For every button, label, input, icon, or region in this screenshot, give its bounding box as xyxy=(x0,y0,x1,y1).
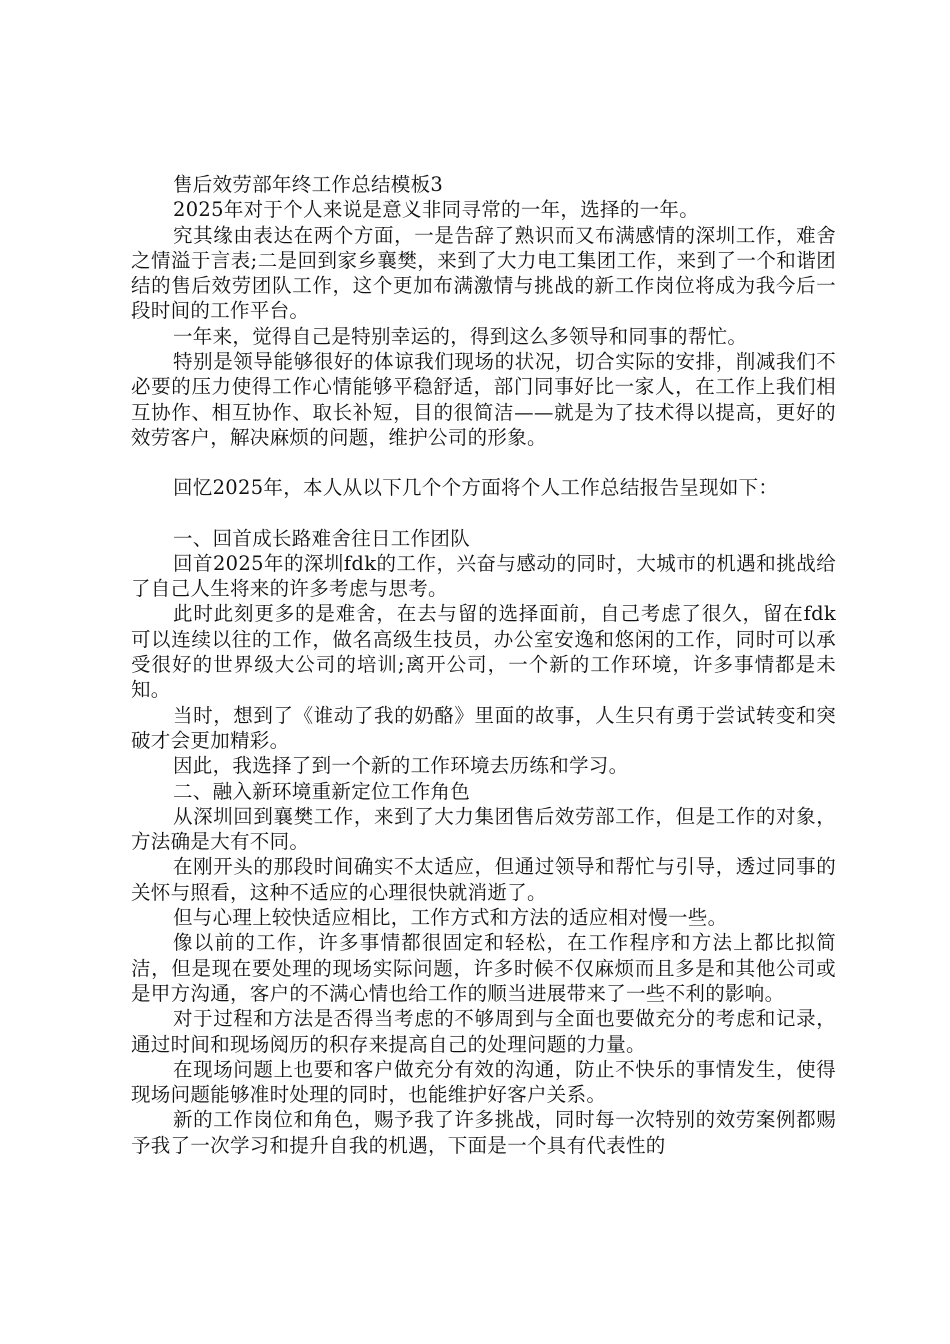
section-heading: 一、回首成长路难舍往日工作团队 xyxy=(173,526,471,550)
paragraph: 特别是领导能够很好的体谅我们现场的状况，切合实际的安排，削减我们不必要的压力使得工作心情能够平稳舒适，部门同事好比一家人，在工作上我们相互协作、相互协作、取长补短，目的很简洁——就是为了技术得以提高，更好的效劳客户，解决麻烦的问题，维护公司的形象。 xyxy=(131,350,836,449)
paragraph: 一年来，觉得自己是特别幸运的，得到这么多领导和同事的帮忙。 xyxy=(173,324,748,348)
paragraph: 但与心理上较快适应相比，工作方式和方法的适应相对慢一些。 xyxy=(173,906,728,930)
section-heading: 二、融入新环境重新定位工作角色 xyxy=(173,779,471,803)
paragraph: 因此，我选择了到一个新的工作环境去历练和学习。 xyxy=(173,754,629,778)
paragraph: 从深圳回到襄樊工作，来到了大力集团售后效劳部工作，但是工作的对象，方法确是大有不同。 xyxy=(131,804,836,854)
paragraph: 新的工作岗位和角色，赐予我了许多挑战，同时每一次特别的效劳案例都赐予我了一次学习和提升自我的机遇，下面是一个具有代表性的 xyxy=(131,1108,836,1157)
paragraph: 当时，想到了《谁动了我的奶酪》里面的故事，人生只有勇于尝试转变和突破才会更加精彩。 xyxy=(131,703,836,752)
paragraph: 在现场问题上也要和客户做充分有效的沟通，防止不快乐的事情发生，使得现场问题能够准时处理的同时，也能维护好客户关系。 xyxy=(131,1057,836,1107)
paragraph: 究其缘由表达在两个方面，一是告辞了熟识而又布满感情的深圳工作，难舍之情溢于言表;二是回到家乡襄樊，来到了大力电工集团工作，来到了一个和谐团结的售后效劳团队工作，这个更加布满激情与挑战的新工作岗位将成为我今后一段时间的工作平台。 xyxy=(131,223,836,323)
paragraph: 此时此刻更多的是难舍，在去与留的选择面前，自己考虑了很久，留在fdk可以连续以往的工作，做名高级生技员，办公室安逸和悠闲的工作，同时可以承受很好的世界级大公司的培训;离开公司，一个新的工作环境，许多事情都是未知。 xyxy=(131,602,836,702)
paragraph: 回首2025年的深圳fdk的工作，兴奋与感动的同时，大城市的机遇和挑战给了自己人生将来的许多考虑与思考。 xyxy=(131,551,836,601)
paragraph: 回忆2025年，本人从以下几个个方面将个人工作总结报告呈现如下： xyxy=(173,476,779,500)
paragraph: 在刚开头的那段时间确实不太适应，但通过领导和帮忙与引导，透过同事的关怀与照看，这种不适应的心理很快就消逝了。 xyxy=(131,855,836,904)
blank-line xyxy=(131,501,836,526)
document-title: 售后效劳部年终工作总结模板3 xyxy=(173,173,444,196)
paragraph: 像以前的工作，许多事情都很固定和轻松，在工作程序和方法上都比拟简洁，但是现在要处理的现场实际问题，许多时候不仅麻烦而且多是和其他公司或是甲方沟通，客户的不满心情也给工作的顺当进展带来了一些不利的影响。 xyxy=(131,931,836,1005)
paragraph: 对于过程和方法是否得当考虑的不够周到与全面也要做充分的考虑和记录，通过时间和现场阅历的积存来提高自己的处理问题的力量。 xyxy=(131,1007,836,1056)
paragraph: 2025年对于个人来说是意义非同寻常的一年，选择的一年。 xyxy=(173,198,700,222)
document-body xyxy=(131,172,836,1158)
blank-line xyxy=(131,450,836,475)
